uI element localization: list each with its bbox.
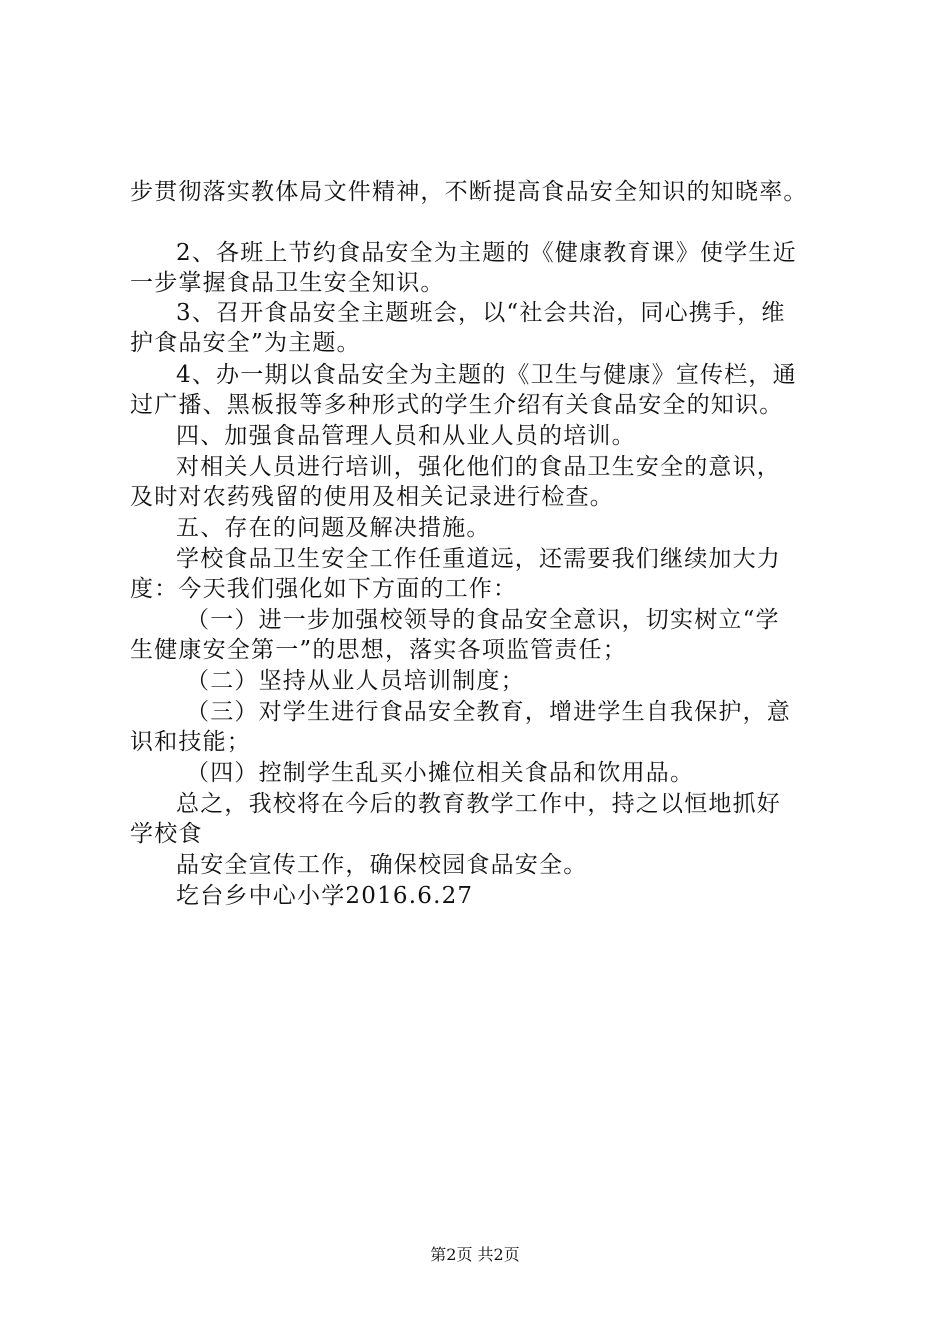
section-heading: 五、存在的问题及解决措施。 <box>176 515 491 541</box>
paragraph-line: 3、召开食品安全主题班会，以“社会共治，同心携手，维 <box>176 300 786 326</box>
signature-line: 圪台乡中心小学2016.6.27 <box>176 883 474 909</box>
list-item: （三）对学生进行食品安全教育，增进学生自我保护，意 <box>186 699 791 725</box>
paragraph-line: 生健康安全第一”的思想，落实各项监管责任； <box>130 637 627 663</box>
paragraph-line: 度：今天我们强化如下方面的工作： <box>130 576 518 602</box>
list-item: （四）控制学生乱买小摊位相关食品和饮用品。 <box>186 760 695 786</box>
paragraph-line: 识和技能； <box>130 729 251 755</box>
paragraph-line: 学校食 <box>130 821 203 847</box>
paragraph-line: 总之，我校将在今后的教育教学工作中，持之以恒地抓好 <box>176 791 781 817</box>
paragraph-line: 学校食品卫生安全工作任重道远，还需要我们继续加大力 <box>176 546 781 572</box>
paragraph-line: 过广播、黑板报等多种形式的学生介绍有关食品安全的知识。 <box>130 392 784 418</box>
page-footer: 第2页 共2页 <box>430 1245 520 1264</box>
list-item: （一）进一步加强校领导的食品安全意识，切实树立“学 <box>186 607 780 633</box>
paragraph-line: 步贯彻落实教体局文件精神，不断提高食品安全知识的知晓率。 <box>130 179 808 205</box>
paragraph-line: 品安全宣传工作，确保校园食品安全。 <box>176 852 588 878</box>
paragraph-line: 4、办一期以食品安全为主题的《卫生与健康》宣传栏，通 <box>176 362 797 388</box>
paragraph-line: 对相关人员进行培训，强化他们的食品卫生安全的意识， <box>176 454 781 480</box>
paragraph-line: 一步掌握食品卫生安全知识。 <box>130 270 445 296</box>
paragraph-line: 2、各班上节约食品安全为主题的《健康教育课》使学生近 <box>176 240 797 266</box>
paragraph-line: 护食品安全”为主题。 <box>130 330 361 356</box>
paragraph-line: 及时对农药残留的使用及相关记录进行检查。 <box>130 484 614 510</box>
list-item: （二）坚持从业人员培训制度； <box>186 668 525 694</box>
section-heading: 四、加强食品管理人员和从业人员的培训。 <box>176 423 636 449</box>
